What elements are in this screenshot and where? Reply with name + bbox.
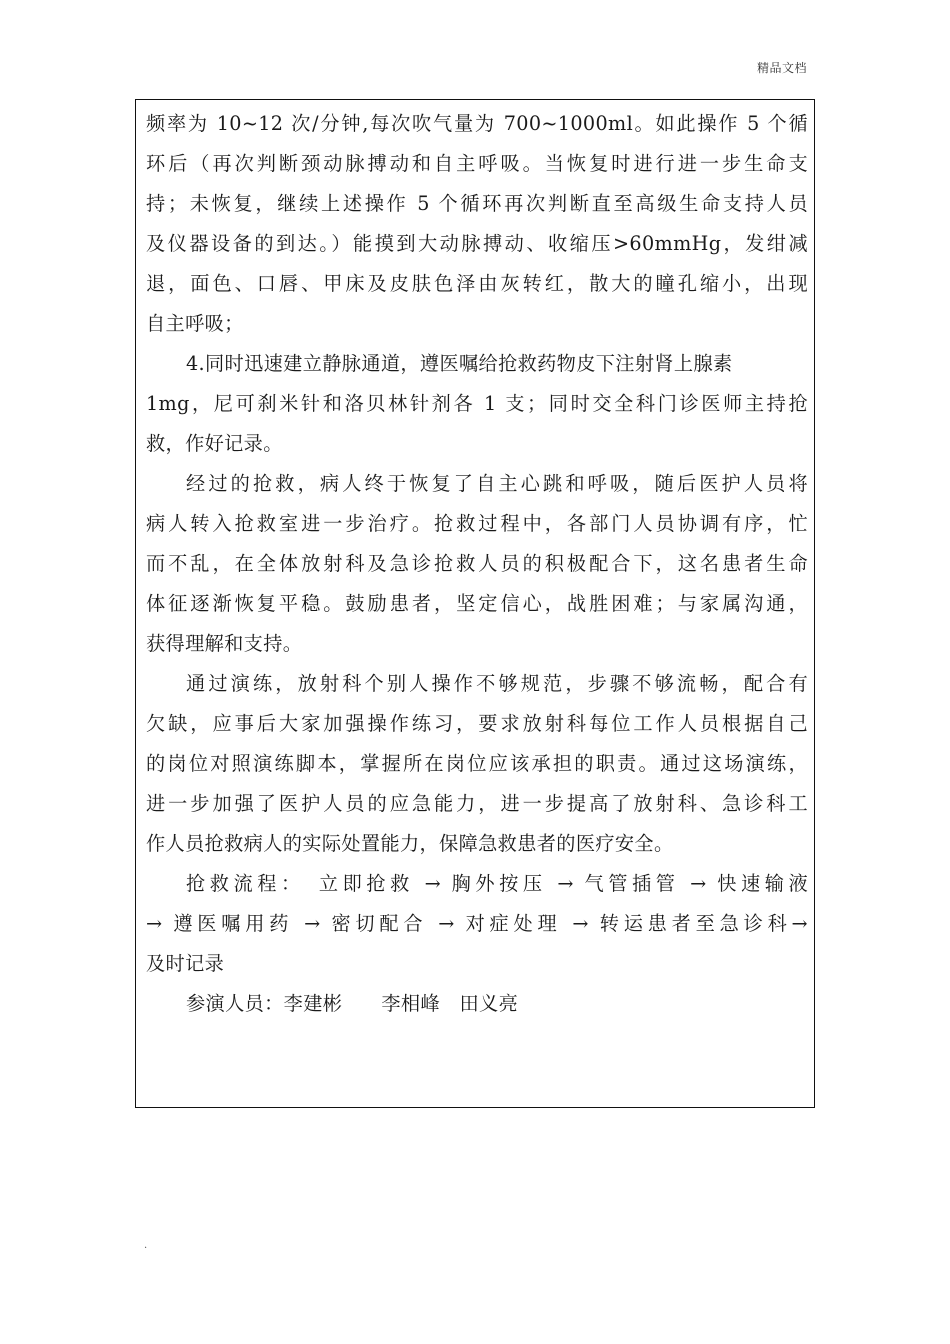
text-line: 欠缺，应事后大家加强操作练习，要求放射科每位工作人员根据自己 [146,712,808,735]
paragraph-first-line: 4.同时迅速建立静脉通道，遵医嘱给抢救药物皮下注射肾上腺素 [186,352,733,375]
text-line: 而不乱，在全体放射科及急诊抢救人员的积极配合下，这名患者生命 [146,552,808,575]
text-line: 自主呼吸； [146,312,244,335]
rescue-flow-line: → 遵医嘱用药 → 密切配合 → 对症处理 → 转运患者至急诊科→ [146,912,808,935]
text-line: 及仪器设备的到达。）能摸到大动脉搏动、收缩压>60mmHg，发绀减 [146,232,808,255]
text-line: 进一步加强了医护人员的应急能力，进一步提高了放射科、急诊科工 [146,792,808,815]
paragraph-first-line: 通过演练，放射科个别人操作不够规范，步骤不够流畅，配合有 [186,672,808,695]
text-line: 环后（再次判断颈动脉搏动和自主呼吸。当恢复时进行进一步生命支 [146,152,808,175]
text-line: 体征逐渐恢复平稳。鼓励患者，坚定信心，战胜困难；与家属沟通， [146,592,808,615]
text-line: 的岗位对照演练脚本，掌握所在岗位应该承担的职责。通过这场演练， [146,752,808,775]
text-line: 病人转入抢救室进一步治疗。抢救过程中，各部门人员协调有序，忙 [146,512,808,535]
rescue-flow-line: 及时记录 [146,952,225,975]
content-table-cell [135,99,815,1108]
text-line: 作人员抢救病人的实际处置能力，保障急救患者的医疗安全。 [146,832,674,855]
rescue-flow-line: 抢救流程： 立即抢救 → 胸外按压 → 气管插管 → 快速输液 [186,872,808,895]
document-header-mark: 精品文档 [756,61,807,75]
participants-line: 参演人员：李建彬 李相峰 田义亮 [186,992,519,1015]
footer-dot: . [144,1240,148,1251]
paragraph-first-line: 经过的抢救，病人终于恢复了自主心跳和呼吸，随后医护人员将 [186,472,808,495]
text-line: 退，面色、口唇、甲床及皮肤色泽由灰转红，散大的瞳孔缩小，出现 [146,272,808,295]
text-line: 持；未恢复，继续上述操作 5 个循环再次判断直至高级生命支持人员 [146,192,808,215]
document-body [146,104,808,1024]
text-line: 1mg，尼可刹米针和洛贝林针剂各 1 支；同时交全科门诊医师主持抢 [146,392,808,415]
text-line: 频率为 10~12 次/分钟,每次吹气量为 700~1000ml。如此操作 5 个循 [146,112,808,135]
text-line: 救，作好记录。 [146,432,283,455]
text-line: 获得理解和支持。 [146,632,303,655]
